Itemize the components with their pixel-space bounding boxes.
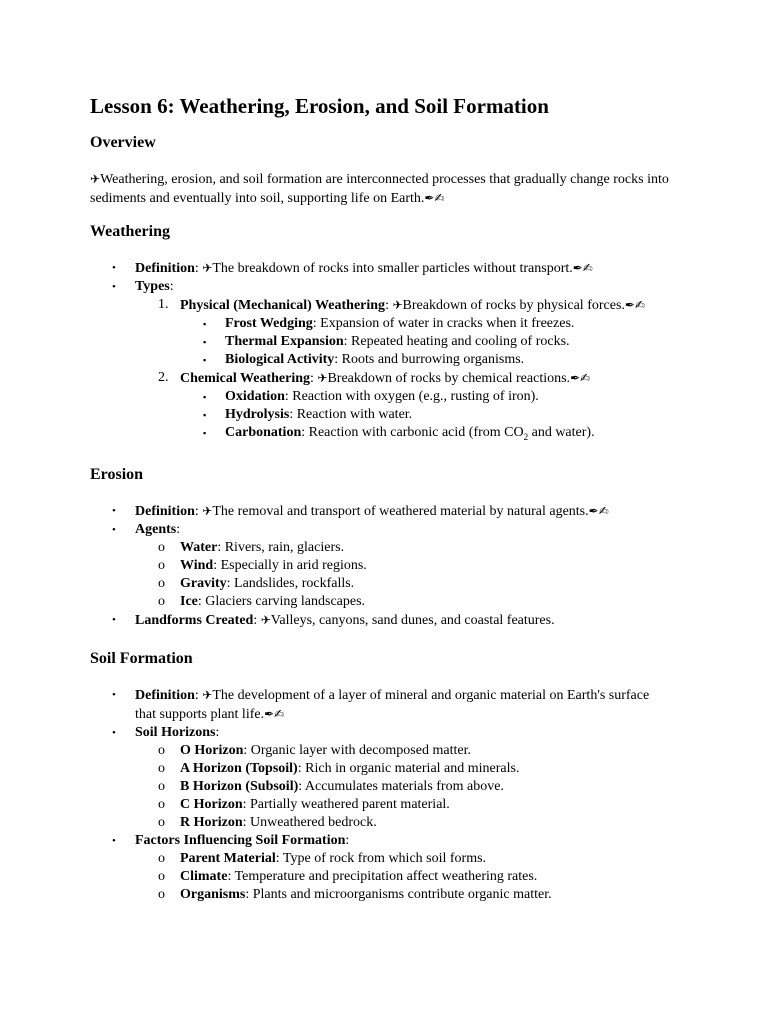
circle-marker: o — [158, 778, 165, 794]
physical-text: Breakdown of rocks by physical forces. — [402, 298, 625, 313]
physical-label: Physical (Mechanical) Weathering — [180, 298, 386, 313]
erosion-heading: Erosion — [90, 465, 144, 483]
definition-text: The breakdown of rocks into smaller particles without transport. — [212, 261, 573, 276]
list-item: • Factors Influencing Soil Formation: — [112, 832, 350, 848]
soil-heading: Soil Formation — [90, 649, 193, 667]
circle-marker: o — [158, 742, 165, 758]
airplane-icon: ✈ — [202, 687, 213, 702]
list-item: o Parent Material: Type of rock from which soil forms. — [158, 850, 487, 866]
list-item: o Climate: Temperature and precipitation affect weathering rates. — [158, 868, 538, 884]
circle-marker: o — [158, 868, 165, 884]
pen-hand-icon: ✒✍ — [424, 191, 445, 205]
bullet-marker: • — [112, 523, 116, 536]
overview-body: Weathering, erosion, and soil formation are interconnected processes that gradually change rocks into sediments and eventually into soil, supporting life on Earth. — [90, 172, 669, 206]
bullet-marker: • — [112, 281, 116, 293]
list-item: ▪ Hydrolysis: Reaction with water. — [203, 407, 413, 422]
list-item: ▪ Thermal Expansion: Repeated heating and cooling of rocks. — [203, 334, 570, 349]
airplane-icon: ✈ — [90, 172, 101, 186]
circle-marker: o — [158, 575, 165, 591]
overview-heading: Overview — [90, 134, 156, 151]
list-item: o Wind: Especially in arid regions. — [158, 557, 367, 573]
pen-hand-icon: ✒✍ — [264, 706, 285, 721]
circle-marker: o — [158, 886, 165, 902]
list-item: 1. Physical (Mechanical) Weathering: ✈Breakdown of rocks by physical forces.✒✍ — [158, 297, 646, 313]
document-page — [90, 92, 670, 904]
list-item: • Definition: ✈The breakdown of rocks into smaller particles without transport.✒✍ — [112, 261, 593, 276]
bullet-marker: • — [112, 262, 116, 274]
pen-hand-icon: ✒✍ — [572, 261, 593, 275]
list-item: ▪ Frost Wedging: Expansion of water in cracks when it freezes. — [203, 316, 575, 331]
bullet-marker: • — [112, 613, 116, 626]
pen-hand-icon: ✒✍ — [588, 503, 609, 518]
pen-hand-icon: ✒✍ — [570, 371, 591, 385]
list-item: ▪ Carbonation: Reaction with carbonic acid (from $CO_2$ and water). — [203, 425, 595, 442]
bullet-marker: • — [112, 726, 116, 739]
list-item: • Landforms Created: ✈Valleys, canyons, sand dunes, and coastal features. — [112, 612, 555, 628]
list-item: • Definition: ✈The removal and transport of weathered material by natural agents.✒✍ — [112, 503, 609, 519]
list-item: ▪ Oxidation: Reaction with oxygen (e.g., rusting of iron). — [203, 389, 539, 404]
circle-marker: o — [158, 796, 165, 812]
list-item: o B Horizon (Subsoil): Accumulates materials from above. — [158, 778, 504, 794]
circle-marker: o — [158, 557, 165, 573]
airplane-icon: ✈ — [317, 371, 328, 385]
square-marker: ▪ — [203, 392, 207, 402]
bullet-marker: • — [112, 834, 116, 847]
list-item: o C Horizon: Partially weathered parent material. — [158, 796, 450, 812]
list-item: • Agents: — [112, 521, 181, 537]
list-item: • Soil Horizons: — [112, 724, 220, 740]
list-item: • Definition: ✈The development of a layer of mineral and organic material on Earth's surface that supports plant life.✒✍ — [112, 687, 650, 722]
list-item: o Organisms: Plants and microorganisms contribute organic matter. — [158, 886, 552, 902]
airplane-icon: ✈ — [392, 298, 403, 312]
circle-marker: o — [158, 760, 165, 776]
definition-label: Definition — [135, 261, 195, 276]
list-item: 2. Chemical Weathering: ✈Breakdown of rocks by chemical reactions.✒✍ — [158, 370, 591, 386]
types-label: Types — [135, 279, 170, 294]
airplane-icon: ✈ — [260, 612, 271, 627]
circle-marker: o — [158, 593, 165, 609]
bullet-marker: • — [112, 688, 116, 701]
list-item: o Water: Rivers, rain, glaciers. — [158, 539, 345, 555]
list-item: • Types: — [112, 279, 174, 294]
square-marker: ▪ — [203, 337, 207, 347]
square-marker: ▪ — [203, 428, 207, 438]
number-marker: 2. — [158, 370, 169, 385]
chemical-text: Breakdown of rocks by chemical reactions. — [327, 371, 571, 386]
page-title: Lesson 6: Weathering, Erosion, and Soil Formation — [90, 94, 549, 118]
erosion-list — [90, 502, 670, 630]
bullet-marker: • — [112, 504, 116, 517]
list-item: o R Horizon: Unweathered bedrock. — [158, 814, 377, 830]
overview-text — [90, 170, 670, 208]
pen-hand-icon: ✒✍ — [624, 298, 646, 312]
weathering-heading: Weathering — [90, 223, 170, 240]
soil-list — [90, 686, 670, 904]
list-item: o A Horizon (Topsoil): Rich in organic material and minerals. — [158, 760, 520, 776]
airplane-icon: ✈ — [202, 503, 213, 518]
list-item: o O Horizon: Organic layer with decomposed matter. — [158, 742, 471, 758]
airplane-icon: ✈ — [202, 261, 213, 275]
number-marker: 1. — [158, 297, 169, 312]
square-marker: ▪ — [203, 410, 207, 420]
list-item: o Ice: Glaciers carving landscapes. — [158, 593, 366, 609]
circle-marker: o — [158, 850, 165, 866]
square-marker: ▪ — [203, 355, 207, 365]
circle-marker: o — [158, 814, 165, 830]
chemical-label: Chemical Weathering — [180, 371, 311, 386]
square-marker: ▪ — [203, 319, 207, 329]
circle-marker: o — [158, 539, 165, 555]
list-item: ▪ Biological Activity: Roots and burrowing organisms. — [203, 352, 525, 367]
weathering-list — [90, 259, 670, 446]
list-item: o Gravity: Landslides, rockfalls. — [158, 575, 355, 591]
